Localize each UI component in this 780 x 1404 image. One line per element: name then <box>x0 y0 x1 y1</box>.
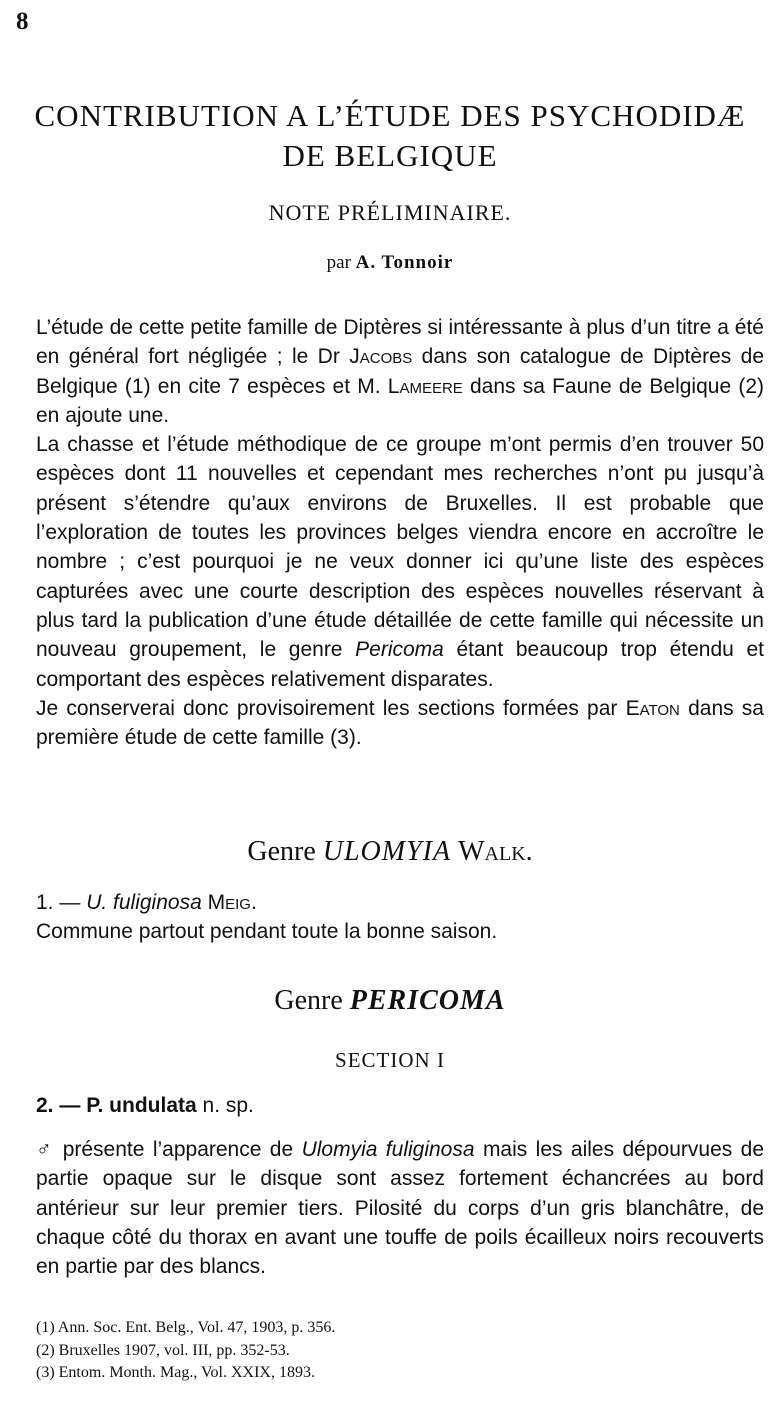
footnote-3: (3) Entom. Month. Mag., Vol. XXIX, 1893. <box>36 1364 315 1381</box>
male-symbol-icon: ♂ <box>36 1138 55 1161</box>
page-number: 8 <box>16 8 29 35</box>
intro-paragraph-2: La chasse et l’étude méthodique de ce groupe m’ont permis d’en trouver 50 espèces dont 11 nouvelles et cependant mes recherches n’ont pu jusqu’à présent s’étendre qu’aux environs de Bruxelles. Il est probable que l’exploration de toutes les provinces belges viendra encore en accroître le nombre ; c’est pourquoi je ne veux donner ici qu’une liste des espèces capturées avec une courte description des espèces nouvelles réservant à plus tard la publication d’une étude détaillée de cette famille qui nécessite un nouveau groupement, le genre Pericoma étant beaucoup trop étendu et comportant des espèces relativement disparates. <box>36 433 764 691</box>
species-entry-1 <box>36 888 764 947</box>
new-species-tag: n. sp. <box>202 1094 254 1117</box>
intro-paragraph-1: L’étude de cette petite famille de Diptères si intéressante à plus d’un titre a été en général fort négligée ; le Dr Jacobs dans son catalogue de Diptères de Belgique (1) en cite 7 espèces et M. Lameere dans sa Faune de Belgique (2) en ajoute une. <box>36 316 764 427</box>
title-line-1: CONTRIBUTION A L’ÉTUDE DES PSYCHODIDÆ <box>34 98 746 133</box>
compared-species: Ulomyia fuliginosa <box>301 1138 475 1161</box>
footnotes <box>36 1317 764 1385</box>
name-eaton: Eaton <box>625 696 680 720</box>
footnote-1: (1) Ann. Soc. Ent. Belg., Vol. 47, 1903, p. 356. <box>36 1319 336 1336</box>
genus-name: ULOMYIA <box>322 836 452 867</box>
author-line <box>20 252 760 274</box>
footnote-2: (2) Bruxelles 1907, vol. III, pp. 352-53. <box>36 1341 290 1359</box>
author-name: A. Tonnoir <box>355 252 454 273</box>
article-title <box>20 96 760 176</box>
title-line-2: DE BELGIQUE <box>282 138 498 173</box>
name-jacobs: Jacobs <box>349 345 413 369</box>
species-name: P. undulata <box>86 1094 197 1117</box>
author-prefix: par <box>326 252 351 273</box>
article-subtitle: NOTE PRÉLIMINAIRE. <box>268 200 512 225</box>
species-1-description: Commune partout pendant toute la bonne saison. <box>36 920 498 944</box>
intro-paragraph-3: Je conserverai donc provisoirement les sections formées par Eaton dans sa première étude de cette famille (3). <box>36 696 764 750</box>
name-lameere: Lameere <box>387 374 463 398</box>
species-1-heading: 1. — U. fuliginosa Meig. <box>36 891 257 914</box>
genus-name: PERICOMA <box>349 985 506 1016</box>
section-heading: SECTION I <box>335 1048 445 1072</box>
genus-pericoma-mention: Pericoma <box>355 638 444 662</box>
species-2-description: ♂ présente l’apparence de Ulomyia fuliginosa mais les ailes dépourvues de partie opaque sur le disque sont assez fortement échancrées au bord antérieur sur leur premier tiers. Pilosité du corps d’un gris blanchâtre, de chaque côté du thorax en avant une touffe de poils écailleux noirs recouverts en partie par des blancs. <box>36 1138 765 1279</box>
species-author: Meig. <box>207 891 257 914</box>
genus-heading-ulomyia: Genre ULOMYIA Walk. <box>247 836 533 867</box>
species-name: U. fuliginosa <box>86 891 202 914</box>
species-2-heading: 2. — P. undulata n. sp. <box>36 1094 254 1117</box>
genus-author: Walk. <box>458 836 533 867</box>
introduction <box>36 313 764 752</box>
genus-heading-pericoma: Genre PERICOMA <box>274 985 506 1016</box>
